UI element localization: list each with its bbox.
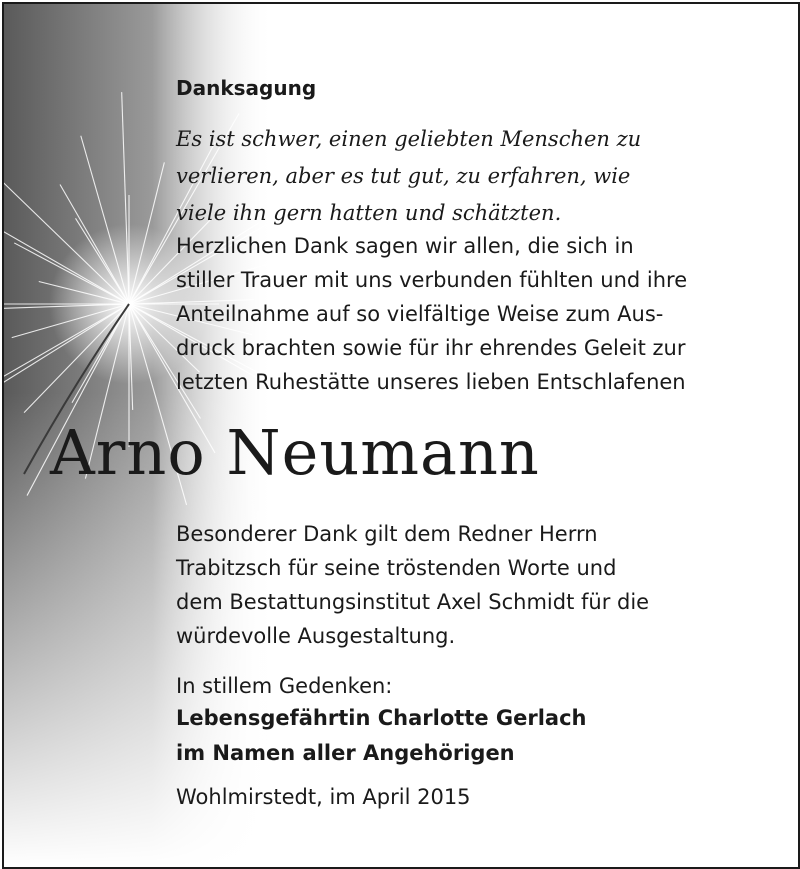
heading-danksagung: Danksagung xyxy=(176,76,317,100)
paragraph-line: stiller Trauer mit uns verbunden fühlten und ihre xyxy=(176,268,688,292)
paragraph-line: druck brachten sowie für ihr ehrendes Geleit zur xyxy=(176,336,686,360)
quote xyxy=(176,121,786,232)
closing-line: In stillem Gedenken: xyxy=(176,674,393,698)
signature-line: Lebensgefährtin Charlotte Gerlach xyxy=(176,706,587,730)
deceased-name: Arno Neumann xyxy=(50,416,540,489)
paragraph-line: letzten Ruhestätte unseres lieben Entschlafenen xyxy=(176,370,686,394)
quote-line: verlieren, aber es tut gut, zu erfahren, wie xyxy=(176,164,631,188)
paragraph-line: dem Bestattungsinstitut Axel Schmidt für die xyxy=(176,590,650,614)
thanks-paragraph xyxy=(176,229,786,399)
paragraph-line: Trabitzsch für seine tröstenden Worte und xyxy=(176,556,617,580)
paragraph-line: Anteilnahme auf so vielfältige Weise zum Aus- xyxy=(176,302,664,326)
place-date: Wohlmirstedt, im April 2015 xyxy=(176,785,471,809)
obituary-notice xyxy=(2,2,800,869)
paragraph-line: Besonderer Dank gilt dem Redner Herrn xyxy=(176,522,598,546)
special-thanks-paragraph xyxy=(176,517,786,653)
paragraph-line: würdevolle Ausgestaltung. xyxy=(176,624,456,648)
paragraph-line: Herzlichen Dank sagen wir allen, die sich in xyxy=(176,234,634,258)
signature-line: im Namen aller Angehörigen xyxy=(176,741,515,765)
quote-line: Es ist schwer, einen geliebten Menschen zu xyxy=(176,127,642,151)
quote-line: viele ihn gern hatten und schätzten. xyxy=(176,201,562,225)
